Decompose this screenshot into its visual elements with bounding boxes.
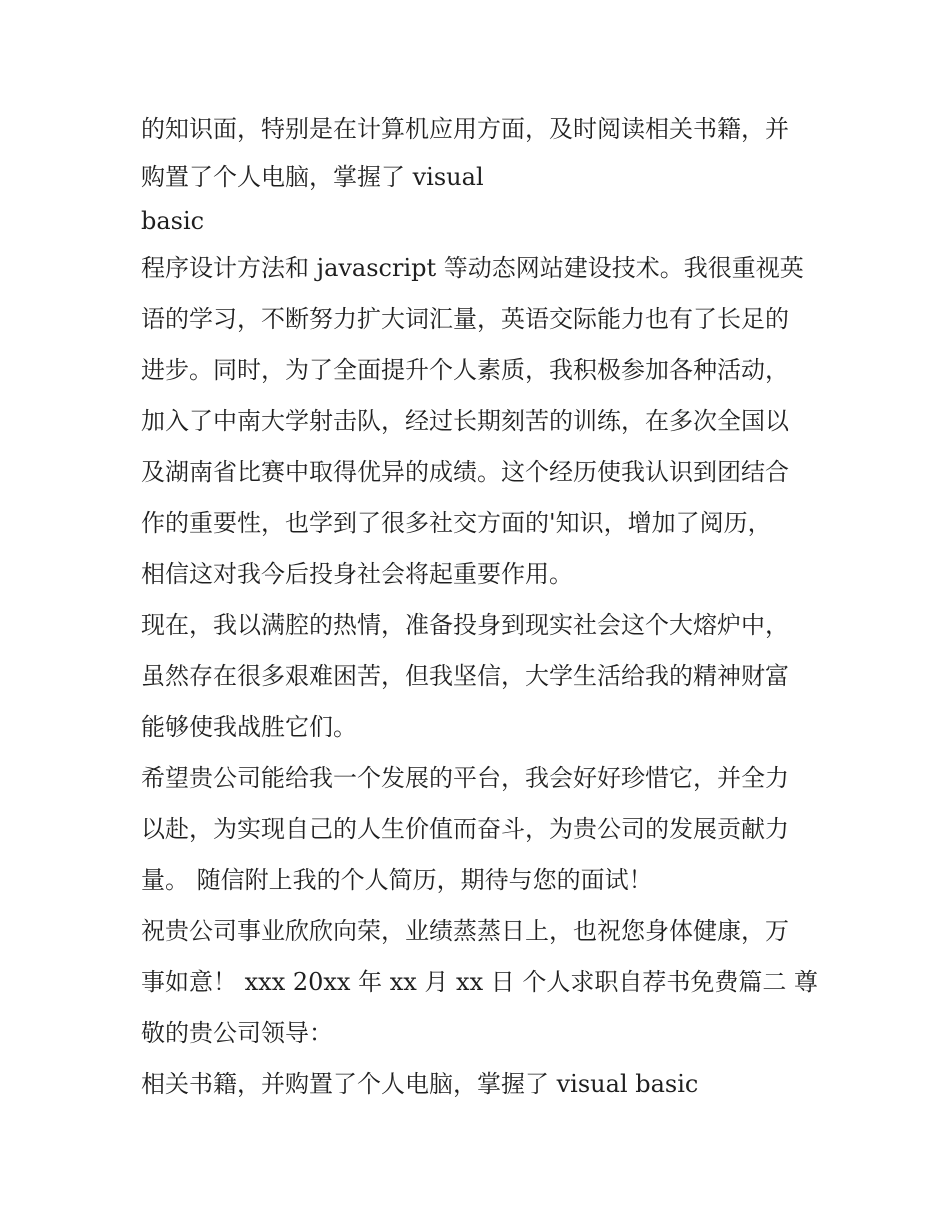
text-line-18: 事如意！ xxx 20xx 年 xx 月 xx 日 个人求职自荐书免费篇二 尊 xyxy=(141,968,819,996)
text-line-13: 能够使我战胜它们。 xyxy=(141,713,357,741)
document-body xyxy=(141,104,819,1110)
text-line-2: 购置了个人电脑，掌握了 visual xyxy=(141,163,484,191)
text-line-4: 程序设计方法和 javascript 等动态网站建设技术。我很重视英 xyxy=(141,254,804,282)
text-line-15: 以赴，为实现自己的人生价值而奋斗，为贵公司的发展贡献力 xyxy=(141,815,789,843)
text-line-3: basic xyxy=(141,207,205,235)
text-line-12: 虽然存在很多艰难困苦，但我坚信，大学生活给我的精神财富 xyxy=(141,662,789,690)
text-line-19: 敬的贵公司领导： xyxy=(141,1019,333,1047)
text-line-20: 相关书籍，并购置了个人电脑，掌握了 visual basic xyxy=(141,1070,699,1098)
text-line-6: 进步。同时，为了全面提升个人素质，我积极参加各种活动， xyxy=(141,356,789,384)
text-line-11: 现在，我以满腔的热情，准备投身到现实社会这个大熔炉中， xyxy=(141,611,789,639)
text-line-16: 量。 随信附上我的个人简历，期待与您的面试！ xyxy=(141,866,653,894)
text-line-10: 相信这对我今后投身社会将起重要作用。 xyxy=(141,560,573,588)
text-line-8: 及湖南省比赛中取得优异的成绩。这个经历使我认识到团结合 xyxy=(141,458,789,486)
text-line-7: 加入了中南大学射击队，经过长期刻苦的训练，在多次全国以 xyxy=(141,407,789,435)
text-line-9: 作的重要性，也学到了很多社交方面的'知识，增加了阅历， xyxy=(141,509,772,537)
text-line-5: 语的学习，不断努力扩大词汇量，英语交际能力也有了长足的 xyxy=(141,305,789,333)
text-line-14: 希望贵公司能给我一个发展的平台，我会好好珍惜它，并全力 xyxy=(141,764,789,792)
text-line-1: 的知识面，特别是在计算机应用方面，及时阅读相关书籍，并 xyxy=(141,115,789,143)
text-line-17: 祝贵公司事业欣欣向荣，业绩蒸蒸日上，也祝您身体健康，万 xyxy=(141,917,789,945)
